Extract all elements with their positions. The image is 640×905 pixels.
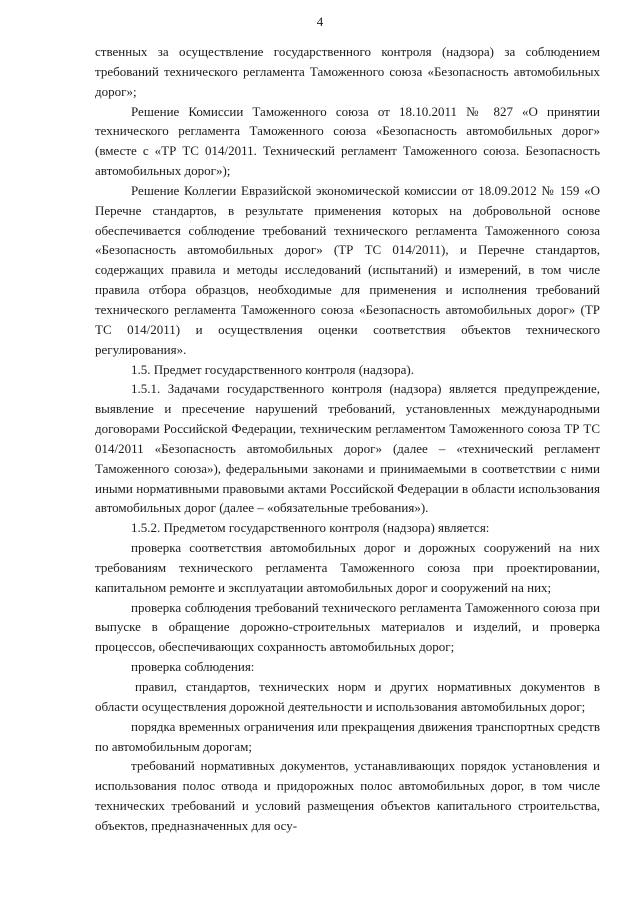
paragraph-decision-159: Решение Коллегии Евразийской экономической комиссии от 18.09.2012 № 159 «О Перечне стандартов, в результате применения которых на добровольной основе обеспечивается соблюдение требований технического регламента Таможенного союза «Безопасность автомобильных дорог» (ТР ТС 014/2011), и Перечне стандартов, содержащих правила и методы исследований (испытаний) и измерений, в том числе правила отбора образцов, необходимые для применения и исполнения требований технического регламента Таможенного союза «Безопасность автомобильных дорог» (ТР ТС 014/2011) и осуществления оценки соответствия объектов технического регулирования».: [95, 182, 600, 357]
paragraph-decision-827: Решение Комиссии Таможенного союза от 18.10.2011 № 827 «О принятии технического регламента Таможенного союза «Безопасность автомобильных дорог» (вместе с «ТР ТС 014/2011. Технический регламент Таможенного союза. Безопасность автомобильных дорог»);: [95, 103, 600, 179]
document-body: [95, 42, 600, 836]
list-item-traffic-restrictions: порядка временных ограничения или прекращения движения транспортных средств по автомобильным дорогам;: [95, 718, 600, 754]
page-number: 4: [316, 14, 324, 29]
paragraph-1-5-2: 1.5.2. Предметом государственного контроля (надзора) является:: [131, 520, 490, 536]
section-heading-1-5: 1.5. Предмет государственного контроля (надзора).: [131, 361, 414, 377]
list-item-materials-check: проверка соблюдения требований технического регламента Таможенного союза при выпуске в обращение дорожно-строительных материалов и изделий, и проверка процессов, обеспечивающих сохранность автомобильных дорог;: [95, 599, 600, 655]
paragraph-1-5-1: 1.5.1. Задачами государственного контроля (надзора) является предупреждение, выявление и пресечение нарушений требований, установленных международными договорами Российской Федерации, техническим регламентом Таможенного союза ТР ТС 014/2011 «Безопасность автомобильных дорог» (далее – «технический регламент Таможенного союза»), федеральными законами и принимаемыми в соответствии с ними иными нормативными правовыми актами Российской Федерации в области использования автомобильных дорог (далее – «обязательные требования»).: [95, 381, 600, 516]
list-item-right-of-way: требований нормативных документов, устанавливающих порядок установления и использования полос отвода и придорожных полос автомобильных дорог, в том числе технических требований и условий размещения объектов капитального строительства, объектов, предназначенных для осу-: [95, 758, 600, 833]
list-item-compliance-check: проверка соответствия автомобильных дорог и дорожных сооружений на них требованиям технического регламента Таможенного союза при проектировании, капитальном ремонте и эксплуатации автомобильных дорог и сооружений на них;: [95, 540, 600, 595]
paragraph-continuation: ственных за осуществление государственного контроля (надзора) за соблюдением требований технического регламента Таможенного союза «Безопасность автомобильных дорог»;: [95, 44, 600, 99]
list-item-rules-standards: правил, стандартов, технических норм и других нормативных документов в области осуществления дорожной деятельности и использования автомобильных дорог;: [95, 679, 600, 714]
list-item-compliance-header: проверка соблюдения:: [131, 659, 255, 675]
